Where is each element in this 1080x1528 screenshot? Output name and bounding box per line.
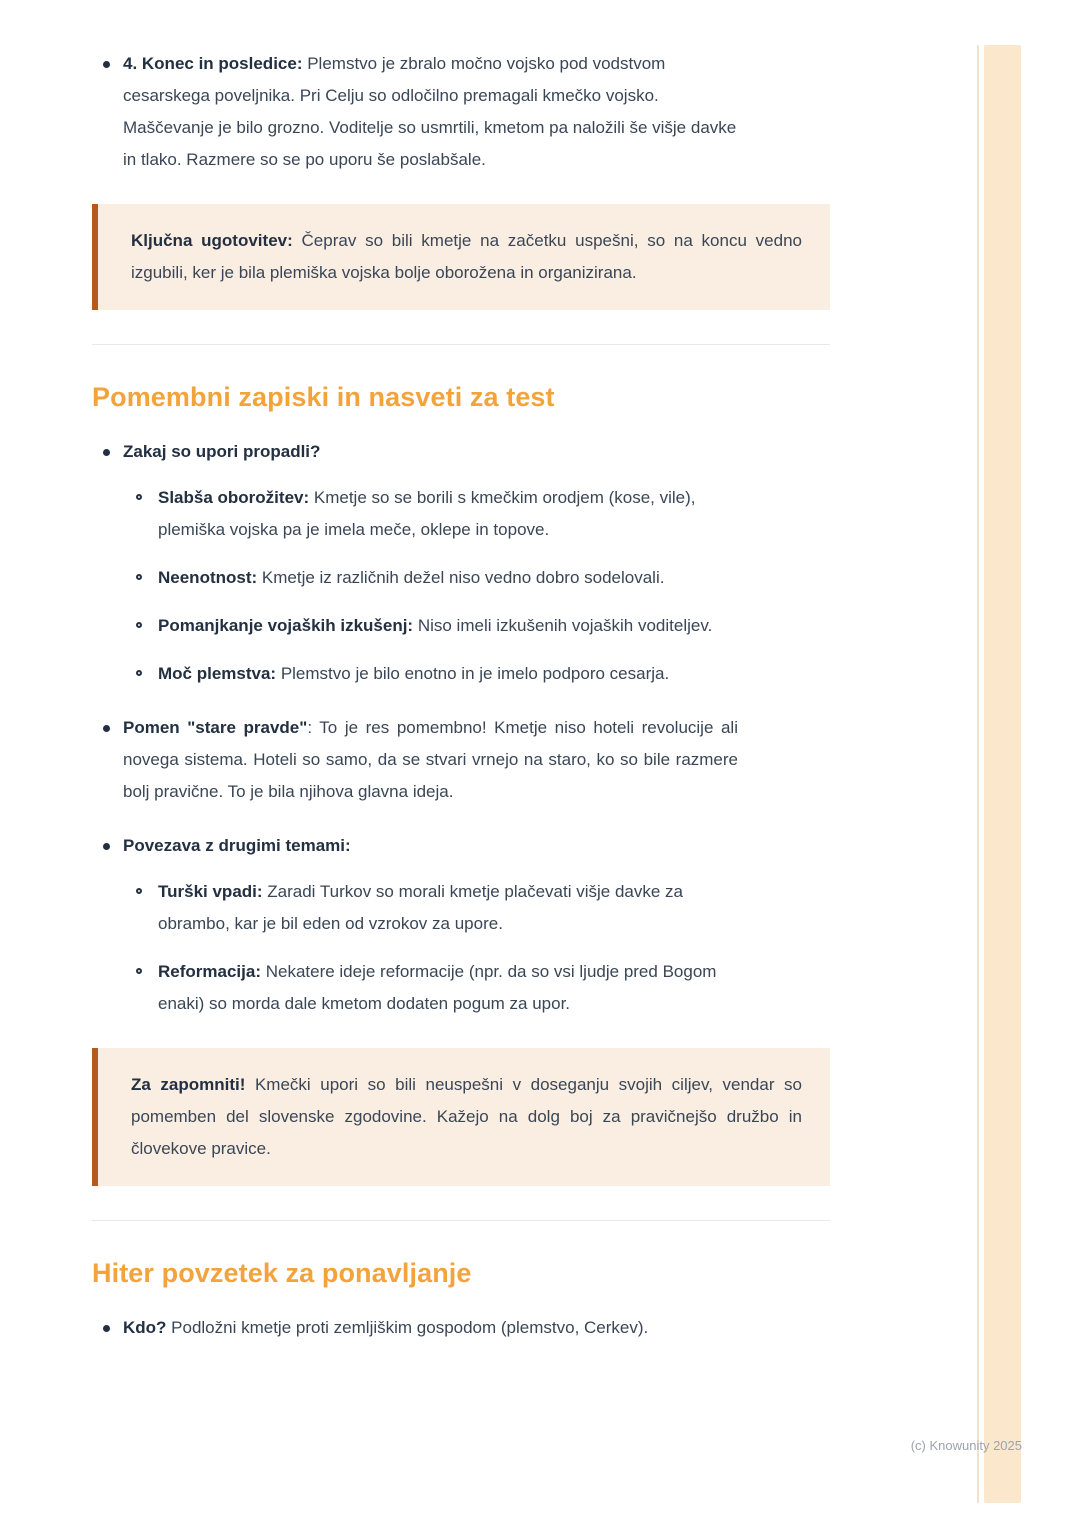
bullet-bold-label: Zakaj so upori propadli?	[123, 442, 321, 461]
sub-bullet-item-slabsa-oborozitev	[92, 482, 738, 546]
sub-bullet-text	[158, 876, 738, 940]
callout-bold-label: Za zapomniti!	[131, 1075, 246, 1094]
sub-bullet-text	[158, 658, 738, 690]
bullet-dot-icon	[103, 449, 110, 456]
sub-bullet-item-neenotnost	[92, 562, 738, 594]
bullet-text	[123, 436, 738, 468]
sub-bullet-body-text: Niso imeli izkušenih vojaških voditeljev.	[413, 616, 713, 635]
sub-bullet-body-text: Nekatere ideje reformacije (npr. da so vsi ljudje pred Bogom enaki) so morda dale kmetom dodaten pogum za upor.	[158, 962, 717, 1013]
bullet-item-pomen-stare-pravde	[92, 712, 738, 808]
sub-bullet-body-text: Zaradi Turkov so morali kmetje plačevati višje davke za obrambo, kar je bil eden od vzrokov za upore.	[158, 882, 683, 933]
sub-bullet-text	[158, 956, 738, 1020]
sub-bullet-item-reformacija	[92, 956, 738, 1020]
callout-za-zapomniti	[92, 1048, 830, 1186]
section-heading-notes: Pomembni zapiski in nasveti za test	[92, 382, 555, 412]
circle-bullet-icon	[136, 888, 142, 894]
bullet-bold-label: Povezava z drugimi temami:	[123, 836, 351, 855]
sub-bullet-body-text: Plemstvo je bilo enotno in je imelo podporo cesarja.	[276, 664, 670, 683]
bullet-text	[123, 48, 738, 176]
sub-bullet-bold-label: Slabša oborožitev:	[158, 488, 310, 507]
bullet-bold-label: 4. Konec in posledice:	[123, 54, 303, 73]
bullet-dot-icon	[103, 1325, 110, 1332]
bullet-item-konec-in-posledice	[92, 48, 738, 176]
callout-body-text: Čeprav so bili kmetje na začetku uspešni, so na koncu vedno izgubili, ker je bila plemiška vojska bolje oborožena in organizirana.	[131, 231, 802, 282]
bullet-bold-label: Kdo?	[123, 1318, 167, 1337]
circle-bullet-icon	[136, 494, 142, 500]
watermark: (c) Knowunity 2025	[910, 1438, 1022, 1453]
bullet-body-text: : To je res pomembno! Kmetje niso hoteli revolucije ali novega sistema. Hoteli so samo, da se stvari vrnejo na staro, ko so bile razmere bolj pravične. To je bila njihova glavna ideja.	[123, 718, 738, 801]
sub-bullet-text	[158, 482, 738, 546]
callout-body-text: Kmečki upori so bili neuspešni v doseganju svojih ciljev, vendar so pomemben del slovenske zgodovine. Kažejo na dolg boj za pravičnejšo družbo in človekove pravice.	[131, 1075, 802, 1158]
bullet-text	[123, 830, 738, 862]
circle-bullet-icon	[136, 574, 142, 580]
sub-bullet-body-text: Kmetje so se borili s kmečkim orodjem (kose, vile), plemiška vojska pa je imela meče, oklepe in topove.	[158, 488, 696, 539]
side-strip-line	[977, 45, 979, 1503]
bullet-dot-icon	[103, 61, 110, 68]
circle-bullet-icon	[136, 968, 142, 974]
bullet-item-zakaj-so-upori-propadli	[92, 436, 738, 468]
section-divider	[92, 1220, 830, 1221]
bullet-bold-label: Pomen "stare pravde"	[123, 718, 308, 737]
side-strip	[984, 45, 1021, 1503]
sub-bullet-bold-label: Neenotnost:	[158, 568, 258, 587]
sub-bullet-item-turski-vpadi	[92, 876, 738, 940]
callout-kljucna-ugotovitev	[92, 204, 830, 310]
bullet-item-povezava-z-drugimi-temami	[92, 830, 738, 862]
bullet-item-kdo	[92, 1312, 738, 1344]
section-divider	[92, 344, 830, 345]
sub-bullet-text	[158, 610, 738, 642]
sub-bullet-item-pomanjkanje-izkusenj	[92, 610, 738, 642]
callout-text	[131, 1069, 802, 1165]
callout-bold-label: Ključna ugotovitev:	[131, 231, 293, 250]
bullet-dot-icon	[103, 725, 110, 732]
sub-bullet-bold-label: Reformacija:	[158, 962, 261, 981]
bullet-dot-icon	[103, 843, 110, 850]
sub-bullet-body-text: Kmetje iz različnih dežel niso vedno dobro sodelovali.	[257, 568, 665, 587]
bullet-text	[123, 712, 738, 808]
sub-bullet-text	[158, 562, 738, 594]
sub-bullet-bold-label: Moč plemstva:	[158, 664, 277, 683]
sub-bullet-item-moc-plemstva	[92, 658, 738, 690]
bullet-text	[123, 1312, 738, 1344]
bullet-body-text: Podložni kmetje proti zemljiškim gospodom (plemstvo, Cerkev).	[166, 1318, 649, 1337]
bullet-body-text: Plemstvo je zbralo močno vojsko pod vodstvom cesarskega poveljnika. Pri Celju so odločilno premagali kmečko vojsko. Maščevanje je bilo grozno. Voditelje so usmrtili, kmetom pa naložili še višje davke in tlako. Razmere so se po uporu še poslabšale.	[123, 54, 737, 169]
circle-bullet-icon	[136, 670, 142, 676]
sub-bullet-bold-label: Pomanjkanje vojaških izkušenj:	[158, 616, 414, 635]
section-heading-summary: Hiter povzetek za ponavljanje	[92, 1258, 472, 1288]
callout-text	[131, 225, 802, 289]
circle-bullet-icon	[136, 622, 142, 628]
sub-bullet-bold-label: Turški vpadi:	[158, 882, 263, 901]
